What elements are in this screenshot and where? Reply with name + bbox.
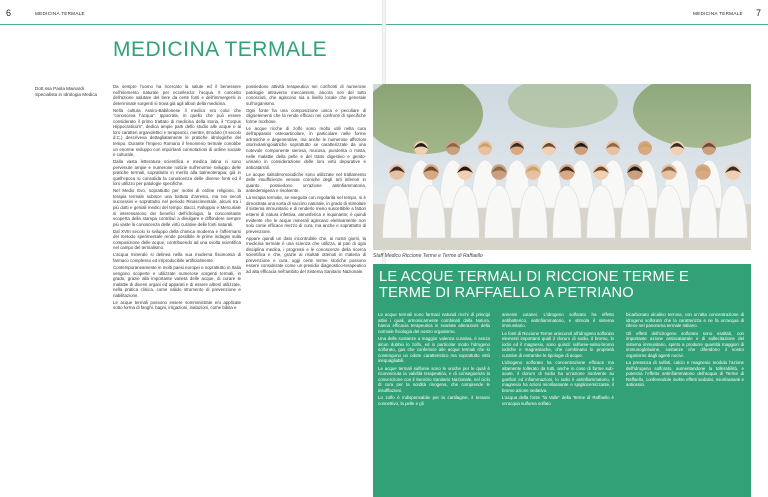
paragraph: Le acque termali possono essere somministrate e/o applicate sotto forma di fanghi, bagni, irrigazioni, inalazioni, come bibita e	[113, 299, 241, 311]
article-title: MEDICINA TERMALE	[113, 38, 328, 61]
photo-caption: Staff Medico Riccione Terme e Terme di Raffaello	[373, 253, 483, 259]
section-box	[373, 264, 751, 497]
paragraph: Le fonti di Riccione Terme unisconol all’idrogeno solforato elementi importanti quali il cloruro di sodio, il bromo, lo iodio ed il magnesio, sono quindi: sulfuree-salso-bromo iodiche e magnesiache, che combinano le proprietà curative di entrambe le tipologie di acque.	[502, 330, 614, 358]
paragraph: bicarbonato alcalino terrosa, con un’alta concentrazione di idrogeno solforato che la caratterizza e ne fa un’acqua di rilievo nel panorama termale italiano.	[626, 312, 744, 328]
paragraph: L’acqua minerale si delinea nella sua moderna fisionomia di farmaco complesso ed irriproducibile artificialmente.	[113, 252, 241, 263]
header-rule-left	[0, 24, 382, 25]
section-column-1	[378, 312, 490, 494]
paragraph: Contemporaneamente in molti paesi europei e soprattutto in Italia vengono scoperte e utilizzate numerose sorgenti termali, in grado, grazie alla importante varietà delle acque, di curare le malattie di diversi organi ed apparati e di essere altresì utilizzate, nella pratica clinica, come valido strumento di prevenzione e riabilitazione.	[113, 264, 241, 298]
paragraph: L’acqua della fonte “la Valle” della Terme di Raffaello è un’acqua sulfurea solfato	[502, 395, 614, 406]
paragraph: possiedono attività terapeutica nei confronti di numerose patologie attraverso meccanismi, ancora non del tutto conosciuti, che agiscono sia a livello locale che generale sull’organismo.	[246, 84, 366, 106]
paragraph: Gli effetti dell’idrogeno solforato sono esaltati, con importante azione antiscatarrale e di sollecitazione del sistema immunitario, spinto a produrre quantità maggiori di immunoglobuline, sostanze che difendono il nostro organismo dagli agenti nocivi.	[626, 330, 744, 358]
header-rule-right	[386, 24, 768, 25]
author-block	[35, 86, 105, 98]
page-number-left: 6	[6, 8, 12, 18]
author-name: Dott.ssa Paola Mainardi	[35, 86, 84, 91]
section-title: LE ACQUE TERMALI DI RICCIONE TERME E TERME DI RAFFAELLO A PETRIANO	[379, 269, 689, 301]
paragraph: Le acque termali sono farmaci naturali ricchi di principi attivi i quali, armonicamente combinati dalla Natura, hanno efficacia terapeutica in svariate alterazioni della normale fisiologia del nostro organismo.	[378, 312, 490, 334]
running-header-right: MEDICINA TERMALE	[693, 11, 743, 16]
paragraph: Le acque salsobromoiodiche sono utilizzate nel trattamento delle insufficienze venose croniche degli arti inferiori in quanto possiedono un’azione antinfiammatoria, antiedemigena e risolvente.	[246, 171, 366, 194]
paragraph: Ogni fonte ha una composizione unica e peculiare di oligoelementi che la rende efficaci nei confronti di specifiche forme morbose.	[246, 107, 366, 124]
author-role: Specialista in Idrologia Medica	[35, 92, 98, 98]
paragraph: Da sempre l’uomo ha ricercato la salute ed il benessere nell’elemento naturale per eccellenza: l’acqua. Il concetto dell’azione salutare del bere da certe fonti e dell’immergersi in determinate sorgenti si trova già agli albori della medicina.	[113, 84, 241, 106]
paragraph: L’idrogeno solforato ha concentrazione efficace ma altamente tollerato da tutti, anche in caso di forme sub-acute, il cloruro di sodio ha un’azione risolvente su gonfiori ed infiammazioni, lo iodio è antinfiammatorio, il magnesio ha azioni miorilassante e spigliocemizzante, il bromo azione sedativa.	[502, 360, 614, 393]
staff-photo	[373, 84, 751, 250]
article-column-2	[246, 84, 366, 384]
paragraph: Una delle sostanze a maggior valenza curativa, è senza alcun dubbio lo zolfo, ed in particolar modo l’idrogeno solforato, gas che conferisce alle acque termali che lo contengono un odore caratteristico ma soprattutto virtù inequagliabili.	[378, 336, 490, 363]
paragraph: annessi cutanei. L’idrogeno solforato ha effetto antibatterico, antinfiammatorio, e stimola il sistema immunitario.	[502, 312, 614, 328]
running-header-left: MEDICINA TERMALE	[35, 11, 85, 16]
paragraph: La presenza di solfati, calcio e magnesio modula l’azione dell’idrogeno solforato, aumentandone la tollerabilità, e potenzia l’effetto antinfiammatorio dell’acqua di Terme di Raffaello, conferendole inoltre effetti sedativi, miorilassanti e antiossici.	[626, 360, 744, 387]
paragraph: Lo zolfo è indispensabile per la cartilagine, il tessuto connettivo, la pelle e gli	[378, 395, 490, 406]
paragraph: Appare quindi un dato incontrubile che, ai nostri giorni, la medicina termale è una scienza che utilizza, al pari di ogni disciplina medica, i progressi e le conoscenze della ricerca scientifica e che, grazie ai risultati ottenuti in materia di prevenzione e cura, oggi certe terme storiche possono essere considerate come un presidio diagnostico-terapeutico ad alta efficacia nell’ambito del Sistema Sanitario Nazionale.	[246, 235, 366, 274]
page-number-right: 7	[756, 8, 762, 18]
paragraph: Nella cultura Assiro-Babilonese il medico era colui che “conosceva l’acqua”. Ippocrate, in quello che può essere considerato il primo trattato di medicina della storia, il “Corpus Hippocraticum”, dedica ampie parti dello studio alle acque e ai loro caratteri organolettici e terapeutici, mentre, Erodoto (II secolo d.C.) descriveva dettagliatamente le pratiche idrologiche del tempo. Durante l’Impero Romano il fenomeno termale conobbe un enorme sviluppo con importanti connotazioni di ordine sociale e culturale.	[113, 107, 241, 158]
paragraph: La terapia termale, se eseguita con regolarità nel tempo, si è dimostrata una sorta di vaccino naturale, in grado di stimolare il sistema immunitario e di renderlo meno suscettibile a fattori esterni di natura infettiva, atmosferica e inquinante; è quindi evidente che le acque minerali agiscano elettivamente non solo come efficace mezzo di cura, ma anche e soprattutto di prevenzione.	[246, 195, 366, 234]
paragraph: Le acque ricche di zolfo sono molto utili nella cura dell’apparato osteoarticolare, in particolare nelle forme artrosiche e degenerative, ma anche le numerose affezioni otorinolaringoiatriche soprattutto se caratterizzate da una notevole componente sierosa, mucosa, purulenta o mista, nelle malattie della pelle e del tratto digestivo e genito-urinario in considerazione delle loro virtù depurative e anticatarrali.	[246, 125, 366, 170]
paragraph: Dalla vasta letteratura scientifica e medica latina ci sono pervenute ampie e numerose notizie sull’enorme sviluppo delle pratiche termali, soprattutto in merito alla balneoterapia; già in quell’epoca si consolida la conoscenza delle diverse fonti ed il loro utilizzo per patologie specifiche.	[113, 159, 241, 187]
paragraph: Dal XVIII secolo lo sviluppo della chimica moderna e l’affermarsi del metodo sperimentale rende possibile le prime indagini sulla composizione delle acque, contribuendo ad una svolta scientifica nel campo del termalismo.	[113, 228, 241, 251]
section-column-2	[502, 312, 614, 494]
paragraph: Nel Medio Evo, soprattutto per motivi di ordine religioso, la terapia termale subisce una battuta d’arresto, ma nei secoli successivi e soprattutto nel periodo Rinascimentale, alcuni tra i più dotti e geniali medici del tempo: Bacci, Falloppio e Mercuriale si interessarono dei benefici dell’idrologia, la concomitante scoperta della stampa contribuì a divulgare e diffondere sempre più vaste la conoscenza delle virtù curative delle fonti naturali.	[113, 188, 241, 227]
section-column-3	[626, 312, 744, 494]
article-column-1	[113, 84, 241, 497]
left-page	[0, 0, 382, 497]
paragraph: Le acque termali sulfuree sono le uniche per le quali è riconosciuta la validità terapeutica, e di conseguenza la convenzione con il Servizio Sanitario Nazionale, nel ciclo di cura per la sordità rinogena, che comprende le insufflazioni.	[378, 365, 490, 393]
